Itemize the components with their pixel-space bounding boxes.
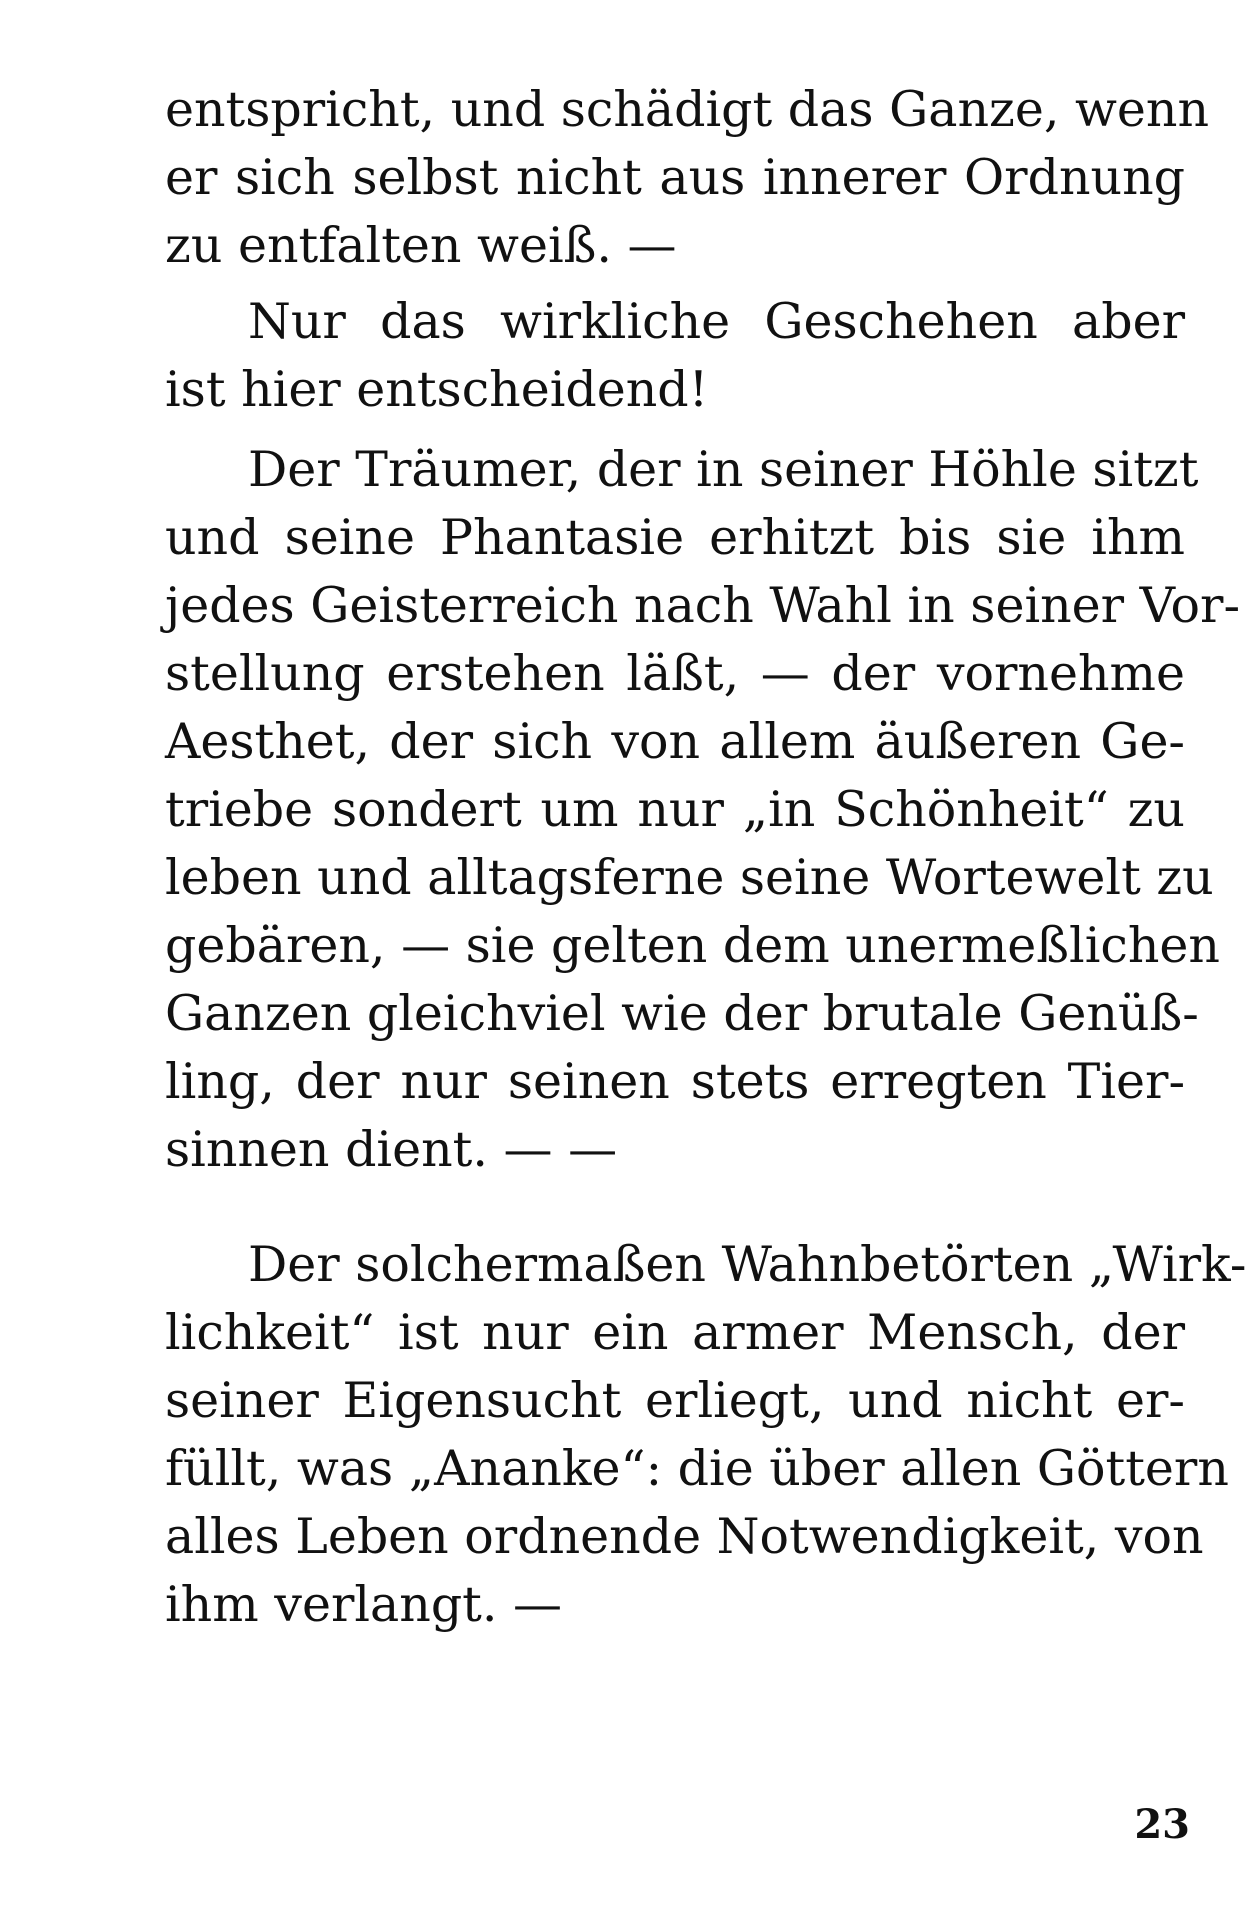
text-line: sinnen dient. — — bbox=[165, 1121, 618, 1178]
text-line: Aesthet, der sich von allem äußeren Ge- bbox=[165, 713, 1185, 770]
text-line: er sich selbst nicht aus innerer Ordnung bbox=[165, 149, 1185, 206]
text-line: leben und alltagsferne seine Wortewelt zu bbox=[165, 849, 1214, 906]
text-line: ihm verlangt. — bbox=[165, 1576, 563, 1633]
text-line: Nur das wirkliche Geschehen aber bbox=[248, 293, 1185, 350]
text-line: Der Träumer, der in seiner Höhle sitzt bbox=[248, 441, 1199, 498]
text-line: entspricht, und schädigt das Ganze, wenn bbox=[165, 81, 1210, 138]
text-line: triebe sondert um nur „in Schönheit“ zu bbox=[165, 781, 1185, 838]
text-line: seiner Eigensucht erliegt, und nicht er- bbox=[165, 1372, 1185, 1429]
text-line: füllt, was „Ananke“: die über allen Göttern bbox=[165, 1440, 1229, 1497]
text-line: stellung erstehen läßt, — der vornehme bbox=[165, 645, 1185, 702]
page-number: 23 bbox=[1134, 1801, 1190, 1848]
text-line: lichkeit“ ist nur ein armer Mensch, der bbox=[165, 1304, 1185, 1361]
text-line: und seine Phantasie erhitzt bis sie ihm bbox=[165, 509, 1185, 566]
text-line: ist hier entscheidend! bbox=[165, 361, 709, 418]
text-line: ling, der nur seinen stets erregten Tier- bbox=[165, 1053, 1185, 1110]
text-line: Ganzen gleichviel wie der brutale Genüß- bbox=[165, 985, 1199, 1042]
text-line: Der solchermaßen Wahnbetörten „Wirk- bbox=[248, 1236, 1247, 1293]
text-line: gebären, — sie gelten dem unermeßlichen bbox=[165, 917, 1220, 974]
text-line: jedes Geisterreich nach Wahl in seiner Vor- bbox=[165, 577, 1241, 634]
text-line: alles Leben ordnende Notwendigkeit, von bbox=[165, 1508, 1204, 1565]
text-line: zu entfalten weiß. — bbox=[165, 217, 677, 274]
